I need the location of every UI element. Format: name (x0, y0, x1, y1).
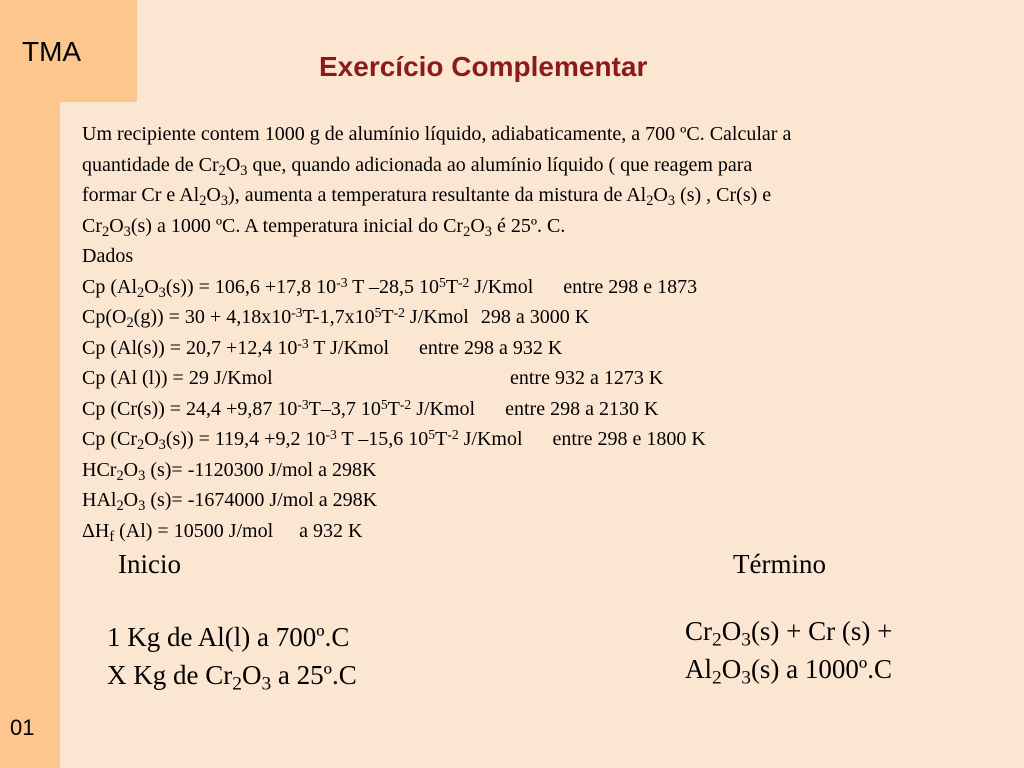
dh-al-fusion: $\Delta H_f$ (Al) = 10500 J/mol a 932 K (82, 519, 363, 545)
termino-line-2: $Al_2O_3(s)$ a 1000º.C (685, 654, 893, 689)
problem-line-2: quantidade de $Cr_2O_3$ que, quando adicionada ao alumínio líquido ( que reagem para (82, 153, 753, 179)
inicio-line-1: 1 Kg de Al(l) a 700º.C (107, 622, 350, 652)
header-tag-box (0, 0, 137, 102)
h-al2o3: $HAl_2O_3$ (s)= -1674000 J/mol a 298K (82, 489, 378, 515)
dados-heading: Dados (82, 245, 134, 267)
problem-statement (82, 119, 1007, 546)
inicio-line-2: X Kg de $Cr_2O_3$ a 25º.C (107, 660, 357, 695)
problem-line-3: formar Cr e $Al_2O_3$), aumenta a temperatura resultante da mistura de $Al_2O_3$ (s) , Cr(s) e (82, 184, 772, 210)
termino-heading: Término (733, 549, 826, 579)
cp-al-liquid: Cp (Al (l)) = 29 J/Kmol entre 932 a 1273 K (82, 367, 664, 389)
inicio-block (107, 618, 357, 694)
h-cr2o3: $HCr_2O_3$ (s)= -1120300 J/mol a 298K (82, 458, 377, 484)
problem-line-4: $Cr_2O_3(s)$ a 1000 ºC. A temperatura inicial do $Cr_2O_3$ é 25º. C. (82, 214, 566, 240)
slide-tag: TMA (22, 36, 82, 67)
cp-al-solid: Cp (Al(s)) = 20,7 +12,4 $10^{-3}$ T J/Kmol entre 298 a 932 K (82, 335, 563, 359)
inicio-heading: Inicio (118, 549, 181, 579)
problem-line-1: Um recipiente contem 1000 g de alumínio líquido, adiabaticamente, a 700 ºC. Calcular a (82, 123, 792, 145)
page-number: 01 (10, 715, 35, 740)
slide-title: Exercício Complementar (319, 51, 648, 82)
left-sidebar-band (0, 0, 60, 768)
cp-al2o3: Cp $(Al_2O_3(s)) = 106,6 +17,8$ $10^{-3}$ T –28,5 $10^5T^{-2}$ J/Kmol entre 298 e 1873 (82, 274, 698, 301)
termino-block (685, 612, 892, 688)
cp-cr2o3: Cp $(Cr_2O_3(s)) = 119,4 +9,2$ $10^{-3}$ T –15,6 $10^5T^{-2}$ J/Kmol entre 298 e 1800 K (82, 426, 706, 454)
cp-cr: Cp (Cr(s)) = 24,4 +9,87 $10^{-3}T-3,7$ $10^5T^{-2}$ J/Kmol entre 298 a 2130 K (82, 396, 659, 420)
termino-line-1: $Cr_2O_3(s) + Cr$ (s) + (685, 616, 893, 651)
cp-o2: $Cp(O_2(g)) = 30 + 4,18x10^{-3}T-1,7x10^5T^{-2}$ J/Kmol 298 a 3000 K (82, 304, 590, 332)
